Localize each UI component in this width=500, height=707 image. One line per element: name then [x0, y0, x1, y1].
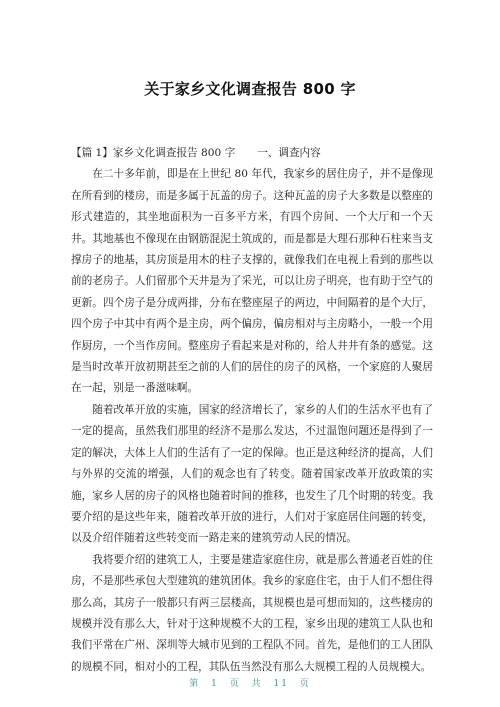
page-number: 1 [211, 679, 219, 689]
document-title: 关于家乡文化调查报告 800 字 [144, 80, 356, 98]
paragraph: 随着改革开放的实施，国家的经济增长了，家乡的人们的生活水平也有了一定的提高，虽然我们那里的经济不是那么发达，不过温饱问题还是得到了一定的解决，大体上人们的生活有了一定的保障。也正是这种经济的提高，人们与外界的交流的增强，人们的观念也有了转变。随着国家改革开放政策的实施，家乡人居的房子的风格也随着时间的推移，也发生了几个时期的转变。我要介绍的是这些年来，随着改革开放的进行，人们对于家庭居住问题的转变，以及介绍伴随着这些转变而一路走来的建筑劳动人民的情况。 [71, 403, 433, 545]
page-label: 第 [189, 679, 201, 689]
total-label: 共 [251, 679, 263, 689]
section-label: 【篇 1】家乡文化调查报告 800 字 [71, 147, 236, 159]
page-footer [0, 676, 500, 689]
section-heading [71, 143, 433, 164]
paragraph: 在二十多年前，即是在上世纪 80 年代，我家乡的居住房子，并不是像现在所看到的楼房，而是多属于瓦盖的房子。这种瓦盖的房子大多数是以整座的形式建造的，其坐地面积为一百多平方米，有四个房间、一个大厅和一个天井。其地基也不像现在由钢筋混泥土筑成的，而是都是大理石那种石柱来当支撑房子的地基，其房顶是用木的柱子支撑的，就像我们在电视上看到的那些以前的老房子。人们留那个天井是为了采光，可以让房子明亮，也有助于空气的更新。四个房子是分成两排，分布在整座屋子的两边，中间隔着的是个大厅，四个房子中其中有两个是主房，两个偏房，偏房相对与主房略小，一般一个用作厨房，一个当作房间。整座房子看起来是对称的，给人井井有条的感觉。这是当时改革开放初期甚至之前的人们的居住的房子的风格，一个家庭的人聚居在一起，别是一番滋味啊。 [71, 168, 433, 395]
total-suffix: 页 [299, 679, 311, 689]
document-body [71, 143, 433, 678]
subheading: 一、调查内容 [257, 147, 321, 159]
paragraph: 我将要介绍的建筑工人，主要是建造家庭住房，就是那么普通老百姓的住房，不是那些承包大型建筑的建筑团体。我乡的家庭住宅，由于人们不想住得那么高，其房子一般都只有两三层楼高，其规模也是可想而知的，这些楼房的规模并没有那么大，针对于这种规模不大的工程，家乡出现的建筑工人队也和我们平常在广州、深圳等大城市见到的工程队不同。首先，是他们的工人团队的规模不同，相对小的工程，其队伍当然没有那么大规模工程的人员规模大。 [71, 553, 433, 673]
page-suffix: 页 [229, 679, 241, 689]
total-pages: 11 [273, 679, 289, 689]
